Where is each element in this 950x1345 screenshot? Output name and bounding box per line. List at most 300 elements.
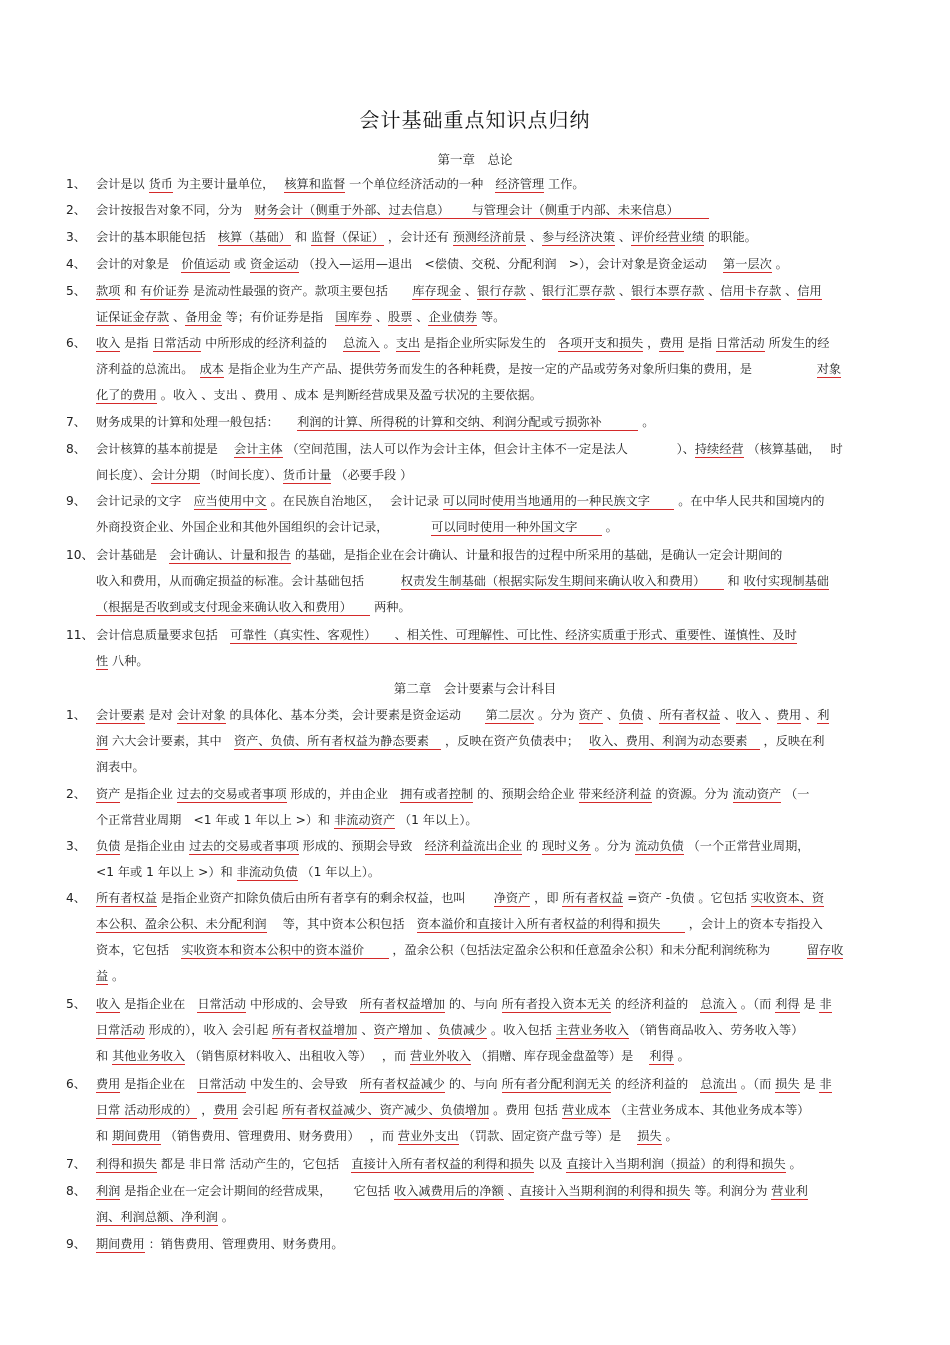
item-text-line bbox=[96, 836, 884, 856]
underlined-answer: 银行存款 bbox=[477, 284, 526, 298]
text-segment: 的经济利益的 bbox=[611, 997, 701, 1011]
underlined-answer: 收入 bbox=[96, 997, 121, 1011]
underlined-answer: 日常活动 bbox=[715, 336, 765, 350]
text-segment: （时间长度）、 bbox=[199, 468, 283, 482]
underlined-answer: 润、利润总额、净利润 bbox=[96, 1210, 218, 1224]
underlined-answer: 费用 bbox=[213, 1103, 238, 1117]
text-segment: 和 bbox=[291, 230, 311, 244]
underlined-answer: 经济利益流出企业 bbox=[424, 839, 522, 853]
underlined-answer: 备用金 bbox=[185, 310, 222, 324]
underlined-answer: 费用 bbox=[96, 1077, 121, 1091]
underlined-answer: 利得 bbox=[649, 1049, 674, 1063]
chapter-1-heading: 第一章 总论 bbox=[437, 152, 513, 167]
text-segment: 是指企业 bbox=[120, 787, 177, 801]
item-number: 5、 bbox=[66, 284, 86, 298]
text-segment: 六大会计要素，其中 bbox=[108, 734, 234, 748]
text-segment: 。（而 bbox=[736, 1077, 776, 1091]
underlined-answer: 库存现金 bbox=[412, 284, 462, 298]
underlined-answer: 负债减少 bbox=[438, 1023, 488, 1037]
underlined-answer: 负债 bbox=[96, 839, 121, 853]
text-segment: 的具体化、基本分类，会计要素是资金运动 bbox=[225, 708, 486, 722]
text-segment: 、 bbox=[461, 284, 478, 298]
text-segment: 的、与向 bbox=[445, 997, 502, 1011]
text-segment: 等。利润分为 bbox=[690, 1184, 772, 1198]
underlined-answer: 总流入 bbox=[700, 997, 737, 1011]
item-text-line bbox=[96, 1126, 884, 1146]
text-segment: 是指 bbox=[120, 336, 153, 350]
item-text-line bbox=[96, 1074, 884, 1094]
text-segment: 两种。 bbox=[370, 600, 411, 614]
underlined-answer: 利得和损失 bbox=[96, 1157, 157, 1171]
text-segment: 和 bbox=[96, 1129, 113, 1143]
text-segment: 是指 bbox=[683, 336, 716, 350]
underlined-answer: 会计确认、计量和报告 bbox=[169, 548, 291, 562]
underlined-answer: 总流出 bbox=[700, 1077, 737, 1091]
text-segment: 。 bbox=[661, 1129, 678, 1143]
text-segment: 。 bbox=[108, 969, 125, 983]
text-segment: 外商投资企业、外国企业和其他外国组织的会计记录， bbox=[96, 520, 432, 534]
document-title: 会计基础重点知识点归纳 bbox=[359, 108, 591, 132]
underlined-answer: 润 bbox=[96, 734, 109, 748]
text-segment: 是指企业在 bbox=[120, 1077, 198, 1091]
text-segment: 的基础，是指企业在会计确认、计量和报告的过程中所采用的基础，是确认一定会计期间的 bbox=[291, 548, 783, 562]
underlined-answer: 现时义务 bbox=[541, 839, 591, 853]
text-segment: 财务成果的计算和处理一般包括： bbox=[96, 415, 298, 429]
underlined-answer: 直接计入所有者权益的利得和损失 bbox=[351, 1157, 535, 1171]
text-segment: 。在中华人民共和国境内的 bbox=[674, 494, 825, 508]
underlined-answer: 实收资本、资 bbox=[750, 891, 825, 905]
underlined-answer: 收付实现制基础 bbox=[743, 574, 829, 588]
underlined-answer: 费用 bbox=[776, 708, 802, 722]
text-segment: 的 bbox=[522, 839, 542, 853]
text-segment: 、 bbox=[781, 284, 798, 298]
underlined-answer: 营业外支出 bbox=[397, 1129, 459, 1143]
text-segment: ， bbox=[197, 1103, 214, 1117]
underlined-answer: 成本 bbox=[199, 362, 224, 376]
underlined-answer: 所有者权益 bbox=[96, 891, 157, 905]
text-segment: 、 bbox=[371, 310, 388, 324]
underlined-answer: 化了的费用 bbox=[96, 388, 157, 402]
underlined-answer: （根据是否收到或支付现金来确认收入和费用） bbox=[96, 600, 371, 614]
text-segment: 、 bbox=[503, 1184, 520, 1198]
text-segment: 是对 bbox=[144, 708, 177, 722]
item-text-line bbox=[96, 1207, 884, 1227]
text-segment: ，会计上的资本专指投入 bbox=[684, 917, 823, 931]
text-segment: ）、 bbox=[676, 442, 695, 456]
underlined-answer: 期间费用 bbox=[112, 1129, 161, 1143]
text-segment: 。费用 包括 bbox=[489, 1103, 562, 1117]
item-text-line bbox=[96, 439, 884, 459]
text-segment: 的、预期会给企业 bbox=[473, 787, 579, 801]
text-segment: 或 bbox=[230, 257, 250, 271]
item-number: 1、 bbox=[66, 177, 86, 191]
underlined-answer: 所有者权益减少 bbox=[359, 1077, 445, 1091]
item-text-line bbox=[96, 385, 884, 405]
text-segment: （核算基础， 时 bbox=[743, 442, 843, 456]
underlined-answer: 直接计入当期利润的利得和损失 bbox=[519, 1184, 691, 1198]
underlined-answer: 核算和监督 bbox=[284, 177, 346, 191]
text-segment: 收入和费用，从而确定损益的标准。会计基础包括 bbox=[96, 574, 401, 588]
text-segment: 所发生的经 bbox=[764, 336, 830, 350]
text-segment: （必要手段 ） bbox=[331, 468, 413, 482]
underlined-answer: 信用 bbox=[797, 284, 822, 298]
text-segment: 、 bbox=[525, 230, 542, 244]
underlined-answer: 会计要素 bbox=[96, 708, 145, 722]
text-segment: 会计记录的文字 bbox=[96, 494, 194, 508]
text-segment: ， bbox=[643, 336, 660, 350]
underlined-answer: 期间费用 bbox=[96, 1237, 145, 1251]
underlined-answer: 非 bbox=[819, 1077, 832, 1091]
text-segment: 等，其中资本公积包括 bbox=[266, 917, 417, 931]
text-segment: （空间范围，法人可以作为会计主体，但会计主体不一定是法人 bbox=[282, 442, 677, 456]
underlined-answer: 损失 bbox=[637, 1129, 662, 1143]
text-segment: ，即 bbox=[530, 891, 563, 905]
underlined-answer: 收入减费用后的净额 bbox=[394, 1184, 504, 1198]
item-text-line bbox=[96, 914, 884, 934]
underlined-answer: 第二层次 bbox=[485, 708, 535, 722]
underlined-answer: 利润的计算、所得税的计算和交纳、利润分配或亏损弥补 bbox=[297, 415, 639, 429]
text-segment: 。 bbox=[785, 1157, 802, 1171]
underlined-answer: 收入 bbox=[736, 708, 761, 722]
item-text-line bbox=[96, 545, 884, 565]
underlined-answer: 货币 bbox=[148, 177, 173, 191]
text-segment: 、 bbox=[615, 230, 632, 244]
item-text-line bbox=[96, 1020, 884, 1040]
item-number: 6、 bbox=[66, 336, 86, 350]
item-text-line bbox=[96, 1046, 884, 1066]
text-segment: ，盈余公积（包括法定盈余公积和任意盈余公积）和未分配利润统称为 bbox=[388, 943, 807, 957]
item-number: 9、 bbox=[66, 494, 86, 508]
text-segment: 会计信息质量要求包括 bbox=[96, 628, 231, 642]
text-segment: 会计按报告对象不同，分为 bbox=[96, 203, 255, 217]
text-segment: 一个单位经济活动的一种 bbox=[345, 177, 496, 191]
underlined-answer: 流动负债 bbox=[635, 839, 684, 853]
underlined-answer: 各项开支和损失 bbox=[558, 336, 644, 350]
text-segment: 形成的，并由企业 bbox=[286, 787, 401, 801]
item-text-line bbox=[96, 994, 884, 1014]
text-segment: （销售商品收入、劳务收入等） bbox=[628, 1023, 804, 1037]
text-segment: ，反映在资产负债表中； bbox=[441, 734, 590, 748]
text-segment: 、 bbox=[704, 284, 721, 298]
item-number: 7、 bbox=[66, 415, 86, 429]
underlined-answer: 本公积、盈余公积、未分配利润 bbox=[96, 917, 267, 931]
underlined-answer: 营业利 bbox=[771, 1184, 808, 1198]
text-segment: 。分为 bbox=[534, 708, 579, 722]
text-segment: （1 年以上）。 bbox=[395, 813, 478, 827]
text-segment: 会引起 bbox=[237, 1103, 283, 1117]
underlined-answer: 会计分期 bbox=[150, 468, 200, 482]
text-segment: 会计的对象是 bbox=[96, 257, 182, 271]
underlined-answer: 价值运动 bbox=[181, 257, 231, 271]
underlined-answer: 预测经济前景 bbox=[452, 230, 526, 244]
underlined-answer: 主营业务收入 bbox=[555, 1023, 629, 1037]
text-segment: 是指企业在一定会计期间的经营成果， 它包括 bbox=[120, 1184, 395, 1198]
item-text-line bbox=[96, 597, 884, 617]
text-segment: 、 bbox=[525, 284, 542, 298]
text-segment: 会计核算的基本前提是 bbox=[96, 442, 234, 456]
underlined-answer: 拥有或者控制 bbox=[400, 787, 474, 801]
item-number: 4、 bbox=[66, 257, 86, 271]
underlined-answer: 资产 bbox=[96, 787, 121, 801]
text-segment: 间长度）、 bbox=[96, 468, 151, 482]
text-segment: 是 bbox=[799, 1077, 820, 1091]
underlined-answer: 有价证券 bbox=[140, 284, 190, 298]
item-text-line bbox=[96, 862, 884, 882]
item-number: 4、 bbox=[66, 891, 86, 905]
underlined-answer: 所有者权益增加 bbox=[272, 1023, 358, 1037]
underlined-answer: 持续经营 bbox=[694, 442, 744, 456]
text-segment: 等。 bbox=[477, 310, 506, 324]
item-text-line bbox=[96, 491, 884, 511]
underlined-answer: 日常活动 bbox=[96, 1023, 145, 1037]
underlined-answer: 权责发生制基础（根据实际发生期间来确认收入和费用） bbox=[400, 574, 724, 588]
text-segment: （销售费用、管理费用、财务费用） ，而 bbox=[160, 1129, 398, 1143]
underlined-answer: 性 bbox=[96, 654, 109, 668]
item-number: 10、 bbox=[66, 548, 94, 562]
underlined-answer: 会计对象 bbox=[176, 708, 226, 722]
text-segment: 中发生的、会导致 bbox=[246, 1077, 360, 1091]
item-text-line bbox=[96, 1181, 884, 1201]
text-segment: 和 bbox=[120, 284, 141, 298]
text-segment: （1 年以上）。 bbox=[297, 865, 381, 879]
text-segment: 。收入 、支出 、费用 、成本 是判断经营成果及盈亏状况的主要依据。 bbox=[156, 388, 542, 402]
underlined-answer: 营业外收入 bbox=[410, 1049, 472, 1063]
text-segment: 是指企业在 bbox=[120, 997, 198, 1011]
text-segment: 。 bbox=[379, 336, 396, 350]
underlined-answer: 可靠性（真实性、客观性） 、相关性、可理解性、可比性、经济实质重于形式、重要性、谨慎性、及时 bbox=[230, 628, 797, 642]
underlined-answer: 非 bbox=[819, 997, 832, 1011]
item-text-line bbox=[96, 625, 884, 645]
item-text-line bbox=[96, 517, 884, 537]
text-segment: 都是 非日常 活动产生的，它包括 bbox=[156, 1157, 352, 1171]
text-segment: 。 bbox=[673, 1049, 690, 1063]
text-segment: 工作。 bbox=[544, 177, 585, 191]
item-text-line bbox=[96, 227, 884, 247]
text-segment: （捐赠、库存现金盘盈等）是 bbox=[471, 1049, 650, 1063]
underlined-answer: 第一层次 bbox=[723, 257, 772, 271]
text-segment: 、 bbox=[760, 708, 777, 722]
underlined-answer: 收入 bbox=[96, 336, 121, 350]
underlined-answer: 所有者投入资本无关 bbox=[501, 997, 612, 1011]
item-number: 5、 bbox=[66, 997, 86, 1011]
text-segment: 的、与向 bbox=[445, 1077, 502, 1091]
text-segment: 和 bbox=[96, 1049, 113, 1063]
text-segment: 会计基础是 bbox=[96, 548, 170, 562]
text-segment: 是指企业为生产产品、提供劳务而发生的各种耗费，是按一定的产品或劳务对象所归集的费用，是 bbox=[223, 362, 817, 376]
item-text-line bbox=[96, 571, 884, 591]
text-segment: 、 bbox=[357, 1023, 374, 1037]
underlined-answer: 评价经营业绩 bbox=[631, 230, 705, 244]
text-segment: （一个正常营业周期， bbox=[683, 839, 810, 853]
item-text-line bbox=[96, 333, 884, 353]
underlined-answer: 信用卡存款 bbox=[720, 284, 782, 298]
item-text-line bbox=[96, 705, 884, 725]
underlined-answer: 日常活动 bbox=[197, 997, 247, 1011]
text-segment: 的经济利益的 bbox=[611, 1077, 701, 1091]
item-text-line bbox=[96, 731, 884, 751]
underlined-answer: 会计主体 bbox=[233, 442, 283, 456]
text-segment: ：销售费用、管理费用、财务费用。 bbox=[144, 1237, 344, 1251]
underlined-answer: 总流入 bbox=[343, 336, 380, 350]
item-number: 8、 bbox=[66, 1184, 86, 1198]
text-segment: 、 bbox=[169, 310, 186, 324]
underlined-answer: 所有者权益 bbox=[562, 891, 624, 905]
underlined-answer: 收入、费用、利润为动态要素 bbox=[589, 734, 760, 748]
text-segment: （销售原材料收入、出租收入等） ，而 bbox=[185, 1049, 411, 1063]
item-text-line bbox=[96, 651, 884, 671]
item-text-line bbox=[96, 281, 884, 301]
item-text-line bbox=[96, 1234, 884, 1254]
underlined-answer: 利得 bbox=[775, 997, 800, 1011]
underlined-answer: 营业成本 bbox=[561, 1103, 611, 1117]
underlined-answer: 可以同时使用当地通用的一种民族文字 bbox=[442, 494, 675, 508]
text-segment: 。在民族自治地区， 会计记录 bbox=[266, 494, 443, 508]
text-segment: 、 bbox=[422, 1023, 439, 1037]
underlined-answer: 支出 bbox=[395, 336, 421, 350]
item-number: 2、 bbox=[66, 203, 86, 217]
underlined-answer: 证保证金存款 bbox=[96, 310, 170, 324]
underlined-answer: 负债 bbox=[618, 708, 644, 722]
text-segment: 资本，它包括 bbox=[96, 943, 182, 957]
underlined-answer: 非流动资产 bbox=[334, 813, 396, 827]
underlined-answer: 资本溢价和直接计入所有者权益的利得和损失 bbox=[416, 917, 685, 931]
text-segment: ，会计还有 bbox=[384, 230, 453, 244]
text-segment: 、 bbox=[643, 708, 660, 722]
underlined-answer: 所有者权益增加 bbox=[359, 997, 445, 1011]
text-segment: 。 bbox=[217, 1210, 234, 1224]
item-text-line bbox=[96, 784, 884, 804]
item-number: 2、 bbox=[66, 787, 86, 801]
underlined-answer: 所有者权益 bbox=[659, 708, 721, 722]
underlined-answer: 款项 bbox=[96, 284, 121, 298]
item-text-line bbox=[96, 254, 884, 274]
item-text-line bbox=[96, 359, 884, 379]
underlined-answer: 资产增加 bbox=[373, 1023, 423, 1037]
item-number: 8、 bbox=[66, 442, 86, 456]
item-text-line bbox=[96, 966, 884, 986]
text-segment: 。 bbox=[638, 415, 655, 429]
text-segment: 中形成的、会导致 bbox=[246, 997, 360, 1011]
text-segment: =资产 -负债 。它包括 bbox=[623, 891, 751, 905]
underlined-answer: 利 bbox=[817, 708, 830, 722]
underlined-answer: 监督（保证） bbox=[310, 230, 385, 244]
underlined-answer: 过去的交易或者事项 bbox=[189, 839, 299, 853]
text-segment: 形成的），收入 会引起 bbox=[144, 1023, 273, 1037]
underlined-answer: 过去的交易或者事项 bbox=[176, 787, 287, 801]
underlined-answer: 核算（基础） bbox=[217, 230, 291, 244]
text-segment: 形成的、预期会导致 bbox=[298, 839, 425, 853]
underlined-answer: 流动资产 bbox=[732, 787, 782, 801]
text-segment: （一 bbox=[781, 787, 810, 801]
item-number: 6、 bbox=[66, 1077, 86, 1091]
underlined-answer: 经济管理 bbox=[495, 177, 545, 191]
underlined-answer: 日常活动 bbox=[152, 336, 202, 350]
underlined-answer: 银行汇票存款 bbox=[541, 284, 616, 298]
underlined-answer: 货币计量 bbox=[282, 468, 332, 482]
text-segment: 、 bbox=[801, 708, 818, 722]
underlined-answer: 所有者分配利润无关 bbox=[501, 1077, 612, 1091]
item-number: 3、 bbox=[66, 230, 86, 244]
text-segment: （主营业务成本、其他业务成本等） bbox=[610, 1103, 810, 1117]
underlined-answer: 带来经济利益 bbox=[578, 787, 652, 801]
text-segment: （罚款、固定资产盘亏等）是 bbox=[458, 1129, 638, 1143]
underlined-answer: 对象 bbox=[816, 362, 842, 376]
text-segment: 是 bbox=[799, 997, 820, 1011]
item-text-line bbox=[96, 757, 884, 777]
text-segment: 和 bbox=[723, 574, 744, 588]
text-segment: 是指企业由 bbox=[120, 839, 190, 853]
text-segment: 、 bbox=[720, 708, 737, 722]
text-segment: 以及 bbox=[534, 1157, 567, 1171]
text-segment: 。收入包括 bbox=[487, 1023, 556, 1037]
item-number: 9、 bbox=[66, 1237, 86, 1251]
underlined-answer: 资产 bbox=[578, 708, 603, 722]
text-segment: 。分为 bbox=[590, 839, 635, 853]
item-text-line bbox=[96, 810, 884, 830]
underlined-answer: 企业债券 bbox=[428, 310, 478, 324]
item-number: 7、 bbox=[66, 1157, 86, 1171]
item-text-line bbox=[96, 940, 884, 960]
underlined-answer: 实收资本和资本公积中的资本溢价 bbox=[181, 943, 389, 957]
item-text-line bbox=[96, 465, 884, 485]
underlined-answer: 资产、负债、所有者权益为静态要素 bbox=[233, 734, 442, 748]
text-segment: <1 年或 1 年以上 >）和 bbox=[96, 865, 237, 879]
underlined-answer: 可以同时使用一种外国文字 bbox=[431, 520, 602, 534]
underlined-answer: 所有者权益减少、资产减少、负债增加 bbox=[282, 1103, 490, 1117]
underlined-answer: 直接计入当期利润（损益）的利得和损失 bbox=[566, 1157, 786, 1171]
text-segment: 。（而 bbox=[736, 997, 776, 1011]
item-text-line bbox=[96, 174, 884, 194]
text-segment: 八种。 bbox=[108, 654, 149, 668]
text-segment: 个正常营业周期 <1 年或 1 年以上 >）和 bbox=[96, 813, 335, 827]
underlined-answer: 损失 bbox=[775, 1077, 800, 1091]
underlined-answer: 国库券 bbox=[335, 310, 372, 324]
underlined-answer: 与管理会计（侧重于内部、未来信息） bbox=[467, 203, 710, 217]
text-segment: 为主要计量单位， bbox=[173, 177, 285, 191]
text-segment: ，反映在利 bbox=[759, 734, 825, 748]
underlined-answer: 应当使用中文 bbox=[193, 494, 267, 508]
underlined-answer: 股票 bbox=[387, 310, 413, 324]
text-segment: 。 bbox=[771, 257, 788, 271]
text-segment: 。 bbox=[601, 520, 618, 534]
text-segment: 的职能。 bbox=[704, 230, 757, 244]
underlined-answer: 参与经济决策 bbox=[541, 230, 616, 244]
underlined-answer: 日常活动 bbox=[197, 1077, 247, 1091]
text-segment: 、 bbox=[602, 708, 619, 722]
item-text-line bbox=[96, 888, 884, 908]
item-text-line bbox=[96, 1154, 884, 1174]
underlined-answer: 利润 bbox=[96, 1184, 121, 1198]
item-number: 1、 bbox=[66, 708, 86, 722]
underlined-answer: 其他业务收入 bbox=[112, 1049, 186, 1063]
text-segment: 是指企业所实际发生的 bbox=[420, 336, 558, 350]
item-text-line bbox=[96, 307, 884, 327]
underlined-answer: 费用 bbox=[659, 336, 684, 350]
text-segment: 会计的基本职能包括 bbox=[96, 230, 218, 244]
text-segment: 、 bbox=[412, 310, 429, 324]
underlined-answer: 净资产 bbox=[493, 891, 531, 905]
underlined-answer: 留存收 bbox=[806, 943, 844, 957]
underlined-answer: 非流动负债 bbox=[236, 865, 298, 879]
item-text-line bbox=[96, 1100, 884, 1120]
underlined-answer: 益 bbox=[96, 969, 109, 983]
text-segment: 润表中。 bbox=[96, 760, 145, 774]
chapter-2-heading: 第二章 会计要素与会计科目 bbox=[393, 681, 557, 696]
text-segment: 、 bbox=[615, 284, 632, 298]
underlined-answer: 资金运动 bbox=[250, 257, 299, 271]
item-text-line bbox=[96, 200, 884, 220]
underlined-answer: 财务会计（侧重于外部、过去信息） bbox=[254, 203, 468, 217]
